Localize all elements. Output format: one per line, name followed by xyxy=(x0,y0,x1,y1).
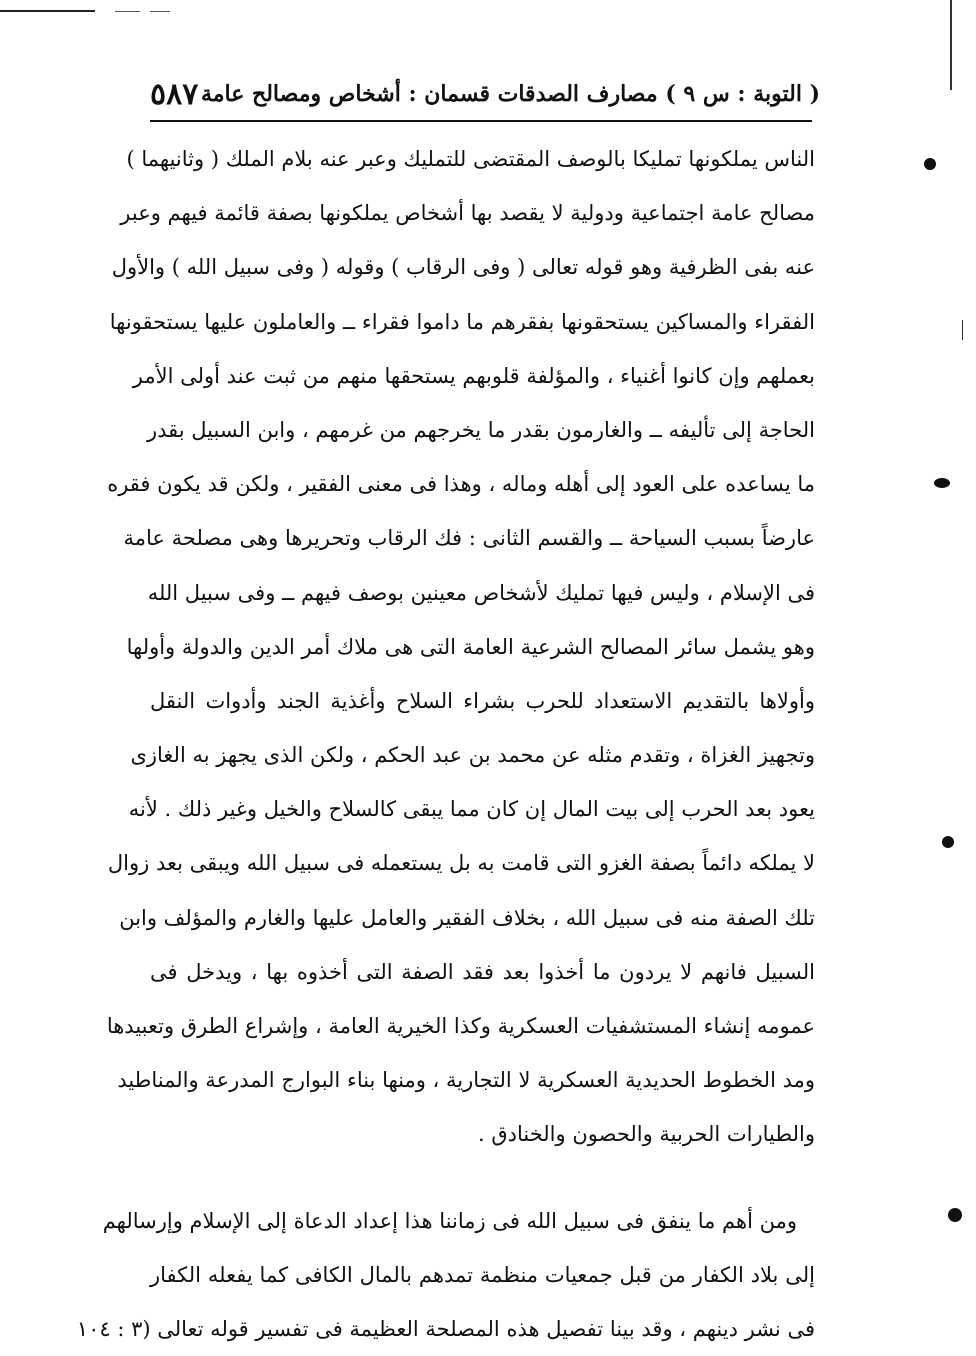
header-title: ( التوبة : س ٩ ) مصارف الصدقات قسمان : أشخاص ومصالح عامة xyxy=(200,81,820,107)
text-line: يعود بعد الحرب إلى بيت المال إن كان مما يبقى كالسلاح والخيل وغير ذلك . لأنه xyxy=(128,797,815,822)
text-line: عارضاً بسبب السياحة ــ والقسم الثانى : فك الرقاب وتحريرها وهى مصلحة عامة xyxy=(123,526,815,551)
punch-hole-mark xyxy=(924,158,936,170)
text-line: الفقراء والمساكين يستحقونها بفقرهم ما داموا فقراء ــ والعاملون عليها يستحقونها xyxy=(109,309,815,334)
text-line: لا يملكه دائماً بصفة الغزو التى قامت به بل يستعمله فى سبيل الله ويبقى بعد زوال xyxy=(107,851,815,876)
text-line: عمومه إنشاء المستشفيات العسكرية وكذا الخيرية العامة ، وإشراع الطرق وتعبيدها xyxy=(106,1014,815,1038)
text-line: ومد الخطوط الحديدية العسكرية لا التجارية ، ومنها بناء البوارج المدرعة والمناطيد xyxy=(117,1068,815,1093)
scan-edge-dash xyxy=(150,11,170,12)
text-line: السبيل فانهم لا يردون ما أخذوا بعد فقد الصفة التى أخذوه بها ، ويدخل فى xyxy=(150,959,815,984)
page-edge-line xyxy=(950,0,952,90)
page-header xyxy=(150,74,820,114)
page-number: ٥٨٧ xyxy=(150,76,199,112)
paragraph-gap xyxy=(150,1162,815,1194)
text-line: الناس يملكونها تمليكا بالوصف المقتضى للتمليك وعبر عنه بلام الملك ( وثانيهما ) xyxy=(126,147,815,171)
text-line: فى الإسلام ، وليس فيها تمليك لأشخاص معينين بوصف فيهم ــ وفى سبيل الله xyxy=(147,580,815,605)
header-rule xyxy=(150,120,812,122)
text-line: وأولاها بالتقديم الاستعداد للحرب بشراء السلاح وأغذية الجند وأدوات النقل xyxy=(150,688,815,713)
text-line: إلى بلاد الكفار من قبل جمعيات منظمة تمدهم بالمال الكافى كما يفعله الكفار xyxy=(150,1262,815,1287)
text-line: ما يساعده على العود إلى أهله وماله ، وهذا فى معنى الفقير ، ولكن قد يكون فقره xyxy=(107,472,815,497)
punch-hole-mark xyxy=(942,836,954,848)
text-line: فى نشر دينهم ، وقد بينا تفصيل هذه المصلحة العظيمة فى تفسير قوله تعالى (٣ : ١٠٤ xyxy=(76,1316,815,1341)
page-body xyxy=(76,132,815,1356)
text-line: والطيارات الحربية والحصون والخنادق . xyxy=(478,1122,815,1147)
scan-edge-dash xyxy=(115,11,140,12)
text-line: بعملهم وإن كانوا أغنياء ، والمؤلفة قلوبهم يستحقها منهم من ثبت عند أولى الأمر xyxy=(132,363,815,388)
scan-edge-line xyxy=(0,10,95,12)
page-edge-line xyxy=(962,320,963,340)
text-line: وهو يشمل سائر المصالح الشرعية العامة التى هى ملاك أمر الدين والدولة وأولها xyxy=(126,634,815,659)
paragraph xyxy=(76,1194,815,1356)
punch-hole-mark xyxy=(934,478,950,488)
text-line: مصالح عامة اجتماعية ودولية لا يقصد بها أشخاص يملكونها بصفة قائمة فيهم وعبر xyxy=(120,201,815,226)
text-line: عنه بفى الظرفية وهو قوله تعالى ( وفى الرقاب ) وقوله ( وفى سبيل الله ) والأول xyxy=(111,255,815,280)
text-line: تلك الصفة منه فى سبيل الله ، بخلاف الفقير والعامل عليها والغارم والمؤلف وابن xyxy=(119,905,815,930)
text-line: ومن أهم ما ينفق فى سبيل الله فى زماننا هذا إعداد الدعاة إلى الإسلام وإرسالهم xyxy=(102,1208,797,1233)
punch-hole-mark xyxy=(948,1208,962,1222)
text-line: وتجهيز الغزاة ، وتقدم مثله عن محمد بن عبد الحكم ، ولكن الذى يجهز به الغازى xyxy=(130,743,815,768)
paragraph xyxy=(106,132,815,1162)
text-line: الحاجة إلى تأليفه ــ والغارمون بقدر ما يخرجهم من غرمهم ، وابن السبيل بقدر xyxy=(146,417,815,442)
